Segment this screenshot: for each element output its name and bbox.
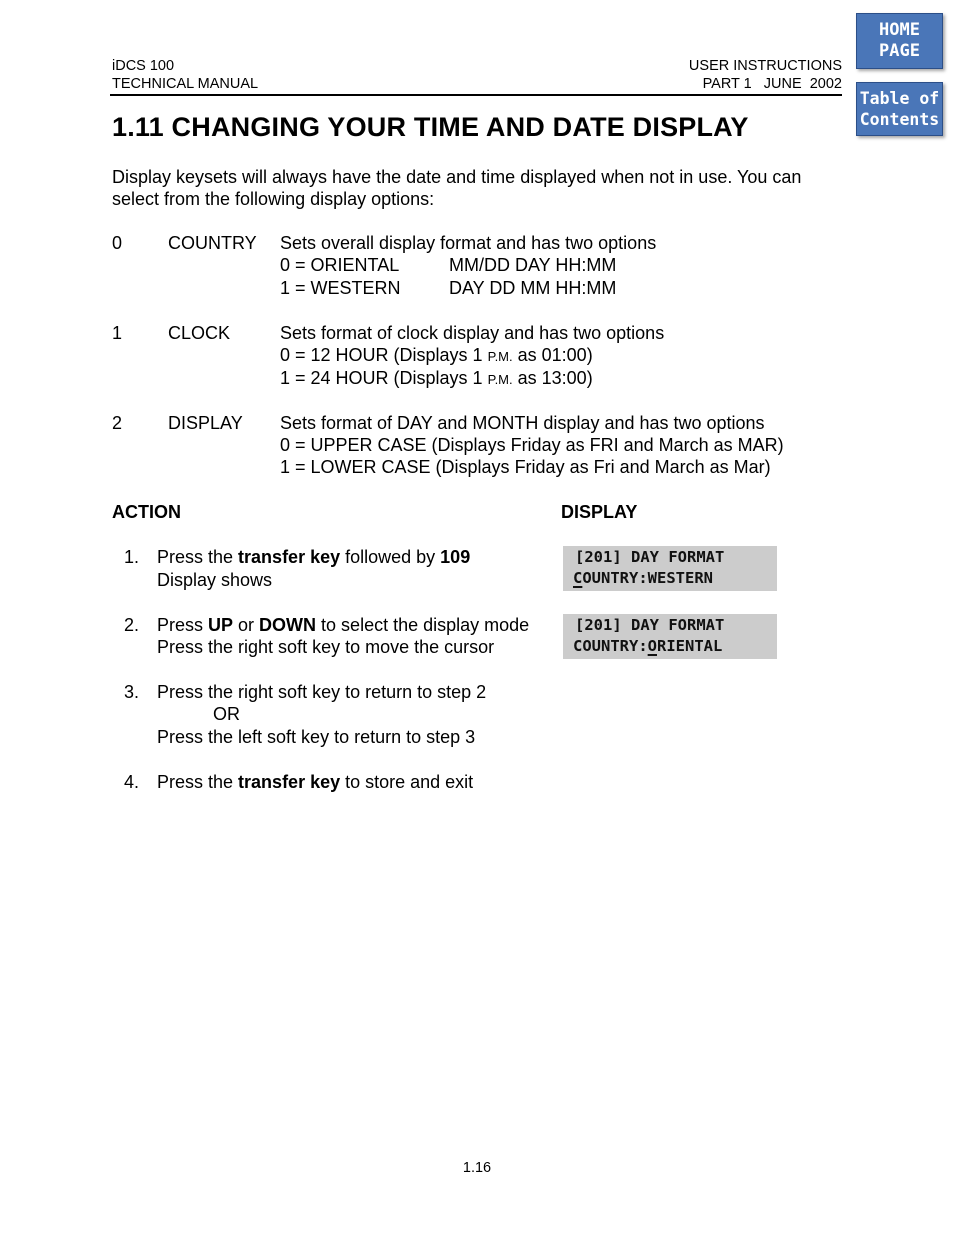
action-heading: ACTION — [112, 502, 181, 522]
option-number: 0 — [112, 233, 123, 253]
page-title: 1.11 CHANGING YOUR TIME AND DATE DISPLAY — [112, 112, 749, 142]
lcd-line: [201] DAY FORMAT — [575, 548, 725, 566]
lcd-cursor: O — [647, 637, 657, 655]
option-value: 1 = WESTERN — [280, 278, 401, 298]
header-product: iDCS 100 — [112, 58, 175, 74]
lcd-line: COUNTRY:WESTERN — [573, 569, 713, 587]
home-label-line2: PAGE — [879, 41, 920, 61]
step-text: Press the transfer key to store and exit — [157, 772, 474, 792]
option-value: 1 = LOWER CASE (Displays Friday as Fri and March as Mar) — [280, 457, 771, 477]
lcd-line: COUNTRY:ORIENTAL — [573, 637, 723, 655]
option-name: DISPLAY — [168, 413, 243, 433]
step-text: Press the right soft key to return to step 2 — [157, 682, 487, 702]
step-text: Press the transfer key followed by 109 — [157, 547, 471, 567]
option-value: 0 = ORIENTAL — [280, 255, 400, 275]
step-text: Press UP or DOWN to select the display mode — [157, 615, 530, 635]
option-value: 1 = 24 HOUR (Displays 1 P.M. as 13:00) — [280, 368, 593, 388]
intro-paragraph: Display keysets will always have the date and time displayed when not in use. You can select from the following display options: — [112, 167, 802, 209]
option-description: Sets format of DAY and MONTH display and has two options — [280, 413, 765, 433]
header-section: USER INSTRUCTIONS — [688, 58, 842, 74]
home-page-button[interactable] — [856, 13, 943, 69]
toc-label-line2: Contents — [859, 110, 940, 129]
header-rule — [110, 94, 842, 96]
step-number: 1. — [124, 547, 140, 567]
option-description: Sets format of clock display and has two options — [280, 323, 665, 343]
lcd-cursor: C — [573, 569, 583, 587]
page-number: 1.16 — [462, 1160, 492, 1176]
lcd-display-western — [563, 546, 777, 591]
header-manual: TECHNICAL MANUAL — [112, 76, 259, 92]
option-number: 1 — [112, 323, 123, 343]
option-format: MM/DD DAY HH:MM — [449, 255, 617, 275]
table-of-contents-button[interactable] — [856, 82, 943, 136]
step-text: Press the left soft key to return to step 3 — [157, 727, 476, 747]
option-value: 0 = 12 HOUR (Displays 1 P.M. as 01:00) — [280, 345, 593, 365]
step-number: 4. — [124, 772, 140, 792]
step-number: 3. — [124, 682, 140, 702]
lcd-display-oriental — [563, 614, 777, 659]
option-description: Sets overall display format and has two options — [280, 233, 657, 253]
display-heading: DISPLAY — [561, 502, 638, 522]
step-text: Press the right soft key to move the cursor — [157, 637, 495, 657]
toc-label-line1: Table of — [859, 89, 940, 108]
option-name: CLOCK — [168, 323, 231, 343]
step-or: OR — [213, 704, 240, 724]
option-value: 0 = UPPER CASE (Displays Friday as FRI and March as MAR) — [280, 435, 784, 455]
step-number: 2. — [124, 615, 140, 635]
header-left — [112, 57, 258, 93]
option-format: DAY DD MM HH:MM — [449, 278, 617, 298]
option-name: COUNTRY — [168, 233, 257, 253]
home-label-line1: HOME — [879, 20, 920, 40]
step-text: Display shows — [157, 570, 273, 590]
header-date: PART 1 JUNE 2002 — [702, 76, 842, 92]
header-right — [689, 57, 842, 93]
option-number: 2 — [112, 413, 123, 433]
lcd-line: [201] DAY FORMAT — [575, 616, 725, 634]
